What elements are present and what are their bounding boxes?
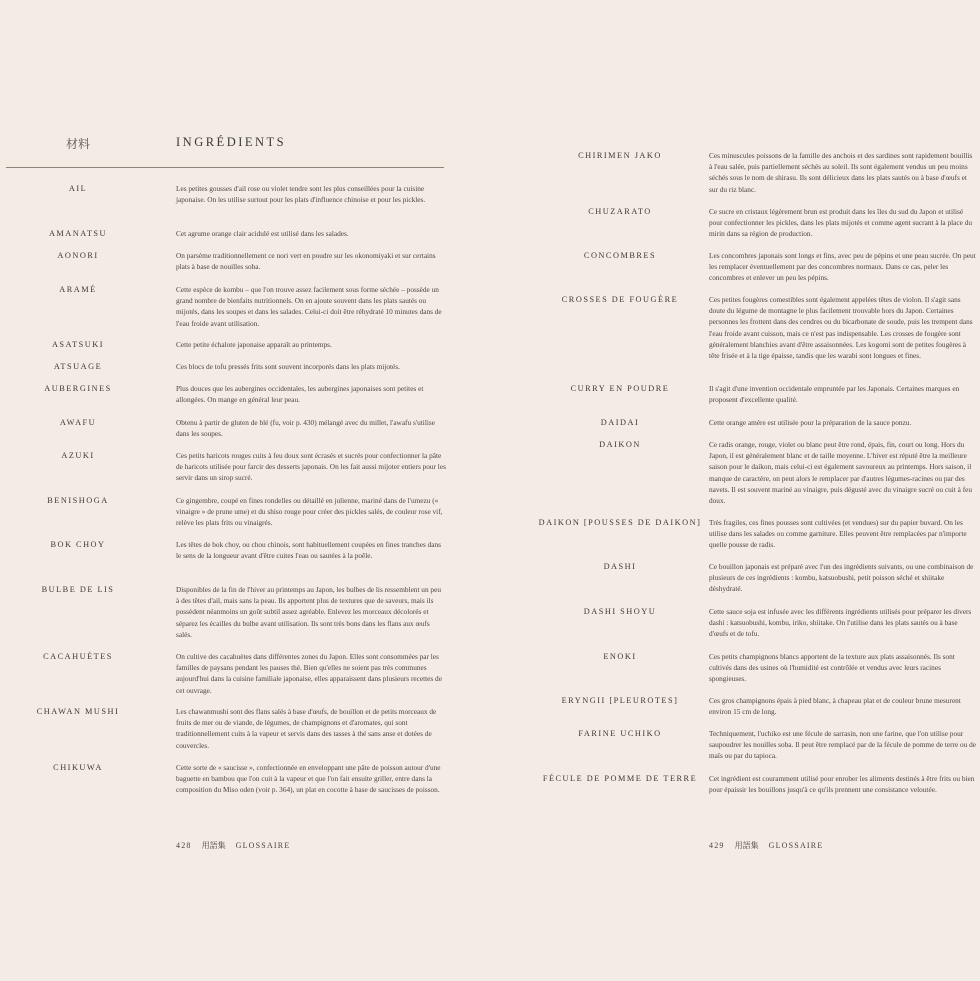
page-number: 428 [176,841,192,850]
entry-term: CHIRIMEN JAKO [578,151,662,160]
entry-term: AUBERGINES [44,384,112,393]
entry-definition: Les chawanmushi sont des flans salés à base d'œufs, de bouillon et de petits morceaux de fruits de mer ou de viande, de légumes, de champignons et d'aromates, qui sont traditionnellement cuits à la vapeur et servis dans des tasses à thé sans anse et dotées de couvercles. [176,707,437,750]
entry-term: FÉCULE DE POMME DE TERRE [542,774,698,783]
entry-definition: Ces petits champignons blancs apportent de la texture aux plats assaisonnés. Ils sont cultivés dans des usines où l'humidité est contrôlée et vendus avec leurs racines spongieuses. [709,652,955,684]
entry-definition: Techniquement, l'uchiko est une fécule de sarrasin, non une farine, que l'on utilise pour saupoudrer les nouilles soba. Il peut être remplacé par de la fécule de pomme de terre ou de maïs ou par du tapioca. [709,729,977,761]
entry-term: CHUZARATO [588,207,652,216]
entry-definition: Disponibles de la fin de l'hiver au printemps au Japon, les bulbes de lis ressemblent un peu à des têtes d'ail, mais sans la peau. Ils apportent plus de textures que de saveurs, mais ils possèdent néanmoins un goût subtil assez agréable. Enlevez les morceaux décolorés et séparez les écailles du bulbe avant utilisation. Ils sont très bons dans les flans aux œufs salés. [176,585,441,639]
entry-term: ARAMÉ [59,285,97,294]
entry-definition: Ces petits haricots rouges cuits à feu doux sont écrasés et sucrés pour confectionner la pâte de haricots utilisée pour farcir des desserts japonais. On les fait aussi mijoter entiers pour les servir dans un sirop sucré. [176,451,446,483]
entry-definition: Les têtes de bok choy, ou chou chinois, sont habituellement coupées en fines tranches dans le sens de la longueur avant d'être cuites l'eau ou sautées à la poêle. [176,540,441,561]
page-footer [709,840,833,851]
entry-definition: Cette sauce soja est infusée avec les différents ingrédients utilisés pour préparer les divers dashi : katsuobushi, kombu, iriko, shiitake. On l'utilise dans les plats sautés ou à base d'œufs et de tofu. [709,607,972,639]
entry-term: DASHI [603,562,637,571]
entry-term: AONORI [57,251,99,260]
entry-definition: Ces blocs de tofu pressés frits sont souvent incorporés dans les plats mijotés. [176,362,400,371]
page-number: 429 [709,841,725,850]
section-kanji: 材料 [66,137,91,151]
footer-kanji: 用語集 [201,841,226,850]
entry-term: DAIDAI [600,418,640,427]
page-footer [176,840,300,851]
entry-term: AWAFU [59,418,97,427]
entry-definition: Cette petite échalote japonaise apparaît au printemps. [176,340,332,349]
entry-definition: Ces minuscules poissons de la famille des anchois et des sardines sont rapidement bouillis à l'eau salée, puis partiellement séchés au soleil. Ils sont également vendus un peu moins séchés sous le nom de shirasu. Ils sont délicieux dans les plats sautés ou à base d'œufs et sur du riz blanc. [709,151,973,194]
entry-definition: Les petites gousses d'ail rose ou violet tendre sont les plus conseillées pour la cuisine japonaise. On les utilise surtout pour les plats d'influence chinoise et pour les pickles. [176,184,426,205]
entry-definition: Cet agrume orange clair acidulé est utilisé dans les salades. [176,229,349,238]
section-heading: INGRÉDIENTS [176,135,287,149]
entry-definition: Ce radis orange, rouge, violet ou blanc peut être rond, épais, fin, court ou long. Hors du Japon, il est généralement blanc et de taille moyenne. L'hiver est réputé être la meilleure saison pour le daikon, mais celui-ci est également savoureux au printemps. Hors saison, il manque de caractère, on peut alors le remplacer par d'autres légumes-racines ou par des navets. Il est souvent mariné au vinaigre, puis dégusté avec du vinaigre sucré ou cuit à feu doux. [709,440,973,506]
entry-term: FARINE UCHIKO [578,729,662,738]
entry-term: AIL [68,184,88,193]
entry-definition: Plus douces que les aubergines occidentales, les aubergines japonaises sont petites et allongées. On mange en général leur peau. [176,384,424,405]
entry-term: DAIKON [599,440,641,449]
entry-term: BOK CHOY [50,540,106,549]
entry-term: CACAHUÈTES [43,652,113,661]
entry-term: ATSUAGE [53,362,103,371]
entry-definition: Ce sucre en cristaux légèrement brun est produit dans les îles du sud du Japon et utilisé pour confectionner les pickles, dans les plats mijotés et comme agent sucrant à la place du mirin dans sa région de production. [709,207,973,239]
entry-term: CROSSES DE FOUGÈRE [561,295,679,304]
entry-term: AMANATSU [48,229,108,238]
entry-term: CHIKUWA [53,763,103,772]
footer-label: GLOSSAIRE [235,841,291,850]
entry-definition: Ces petites fougères comestibles sont également appelées têtes de violon. Il s'agit sans doute du légume de montagne le plus facilement trouvable hors du Japon. Certaines personnes les frottent dans des cendres ou du bicarbonate de soude, puis les trempent dans l'eau froide avant cuisson, mais ce n'est pas indispensable. Les crosses de fougère sont généralement blanchies avant d'être assaisonnées. Les kogomi sont de petites fougères à tête frisée et à la tige épaisse, tandis que les warabi sont longues et fines. [709,295,973,361]
entry-term: ENOKI [603,652,637,661]
entry-term: CHAWAN MUSHI [36,707,120,716]
entry-definition: Cette espèce de kombu – que l'on trouve assez facilement sous forme séchée – possède un grand nombre de bienfaits nutritionnels. On en ajoute souvent dans les plats sautés ou mijotés, dans les soupes et dans les salades. Celui-ci doit être réhydraté 10 minutes dans de l'eau froide avant utilisation. [176,285,442,328]
entry-definition: Cette orange amère est utilisée pour la préparation de la sauce ponzu. [709,418,912,427]
entry-term: DASHI SHOYU [583,607,657,616]
entry-term: CURRY EN POUDRE [570,384,670,393]
entry-definition: Ces gros champignons épais à pied blanc, à chapeau plat et de couleur brune mesurent environ 15 cm de long. [709,696,961,717]
footer-kanji: 用語集 [734,841,759,850]
entry-term: CONCOMBRES [583,251,657,260]
right-page [490,0,980,981]
entry-definition: Cette sorte de « saucisse », confectionnée en enveloppant une pâte de poisson autour d'une baguette en bambou que l'on cuit à la vapeur et que l'on fait ensuite griller, entre dans la composition du Miso oden (voir p. 364), un plat en cocotte à base de saucisses de poisson. [176,763,441,795]
entry-definition: Cet ingrédient est couramment utilisé pour enrober les aliments destinés à être frits ou bien pour épaissir les bouillons jusqu'à ce qu'ils prennent une consistance veloutée. [709,774,975,795]
heading-rule [6,167,444,168]
entry-definition: Obtenu à partir de gluten de blé (fu, voir p. 430) mélangé avec du millet, l'awafu s'utilise dans les soupes. [176,418,435,439]
entry-definition: Très fragiles, ces fines pousses sont cultivées (et vendues) sur du papier buvard. On les utilise dans les salades ou comme garniture. Elles peuvent être remplacées par n'importe quelle pousse de radis. [709,518,967,550]
entry-definition: On parsème traditionnellement ce nori vert en poudre sur les okonomiyaki et sur certains plats à base de nouilles soba. [176,251,436,272]
entry-definition: On cultive des cacahuètes dans différentes zones du Japon. Elles sont consommées par les familles de paysans pendant les pauses thé. Bien qu'elles ne soient pas très communes aujourd'hui dans la cuisine familiale japonaise, elles apparaissent dans plusieurs recettes de cet ouvrage. [176,652,442,695]
entry-definition: Ce gingembre, coupé en fines rondelles ou détaillé en julienne, mariné dans de l'umezu (« vinaigre » de prune ume) et du shiso rouge pour créer des pickles salés, de couleur rose vif, relève les plats frits ou vinaigrés. [176,496,443,528]
entry-definition: Les concombres japonais sont longs et fins, avec peu de pépins et une peau sucrée. On peut les remplacer éventuellement par des concombres normaux. Dans ce cas, peler les concombres et enlever un peu les pépins. [709,251,976,283]
entry-term: ASATSUKI [51,340,105,349]
footer-label: GLOSSAIRE [768,841,824,850]
entry-term: BENISHOGA [47,496,109,505]
entry-definition: Il s'agit d'une invention occidentale empruntée par les Japonais. Certaines marques en proposent d'excellente qualité. [709,384,960,405]
entry-term: ERYNGII [PLEUROTES] [561,696,679,705]
entry-definition: Ce bouillon japonais est préparé avec l'un des ingrédients suivants, ou une combinaison de plusieurs de ces ingrédients : kombu, katsuobushi, petit poisson séché et shiitake déshydraté. [709,562,974,594]
entry-term: AZUKI [61,451,95,460]
entry-term: DAIKON [POUSSES DE DAIKON] [538,518,702,527]
entry-term: BULBE DE LIS [41,585,115,594]
